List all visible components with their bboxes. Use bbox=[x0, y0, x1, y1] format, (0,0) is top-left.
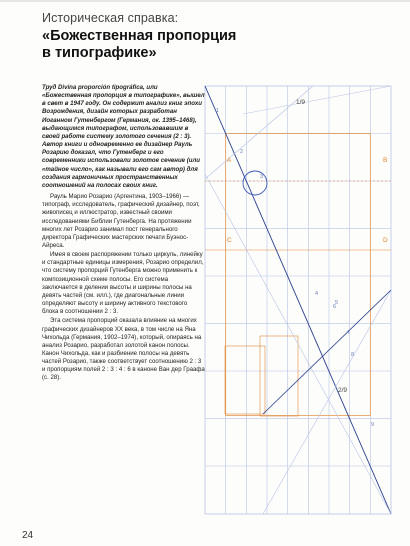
letter-a: A bbox=[227, 157, 232, 164]
text-column bbox=[42, 84, 205, 383]
diagram-svg bbox=[203, 84, 393, 516]
page-number: 24 bbox=[22, 530, 34, 541]
body-paragraph-3: Эта система пропорций оказала влияние на многих графических дизайнеров XX века, в том числе на Яна Чихольда (Германия, 1902–1974), который, опираясь на анализ Розарио, разработал золотой канон полосы. Канон Чихольда, как и разбиение полосы на девять частей Розарио, также соответствует соотношению 2 : 3 и пропорциям полей 2 : 3 : 4 : 6 в каноне Ван дер Граафа (с. 28). bbox=[42, 317, 205, 382]
letter-b: B bbox=[383, 157, 388, 164]
top-rule bbox=[0, 0, 410, 2]
body-paragraph-1: Рауль Марио Розарио (Аргентина, 1903–1966) — типограф, исследователь, графический дизайнер, поэт, живописец и иллюстратор, известный своими исследованиями Библии Гутенберга. На протяжении многих лет Розарио занимал пост генерального директора Графических мастерских печати Буэнос-Айреса. bbox=[42, 193, 200, 249]
letter-d: D bbox=[383, 237, 388, 244]
title-line-1: «Божественная пропорция bbox=[42, 28, 237, 44]
inner-block bbox=[225, 346, 265, 414]
letter-c: C bbox=[227, 237, 232, 244]
num-4: 4 bbox=[315, 291, 319, 297]
title-line-2: в типографике» bbox=[42, 45, 157, 61]
label-one-ninth: 1/9 bbox=[296, 99, 306, 106]
diagonal-dark-2 bbox=[263, 290, 391, 414]
main-diagonal bbox=[205, 86, 391, 514]
page-proportion-diagram bbox=[203, 84, 393, 516]
body-paragraph-2: Имея в своем распоряжении только циркуль, линейку и стандартные единицы измерения, Розарио определил, что систему пропорций Гутенберга можно применить к композиционной схеме полосы. Его система заключается в делении высоты и ширины полосы на девять частей (см. илл.), где диагональные линии определяют высоту и ширину активного текстового блока в соотношении 2 : 3. bbox=[42, 251, 204, 316]
header bbox=[42, 10, 242, 62]
section-kicker: Историческая справка: bbox=[42, 11, 179, 25]
num-1: 1 bbox=[216, 108, 220, 114]
label-two-ninths: 2/9 bbox=[338, 387, 348, 394]
diagonal-light-2 bbox=[205, 174, 391, 514]
num-2: 2 bbox=[240, 149, 244, 155]
num-6: 6 bbox=[333, 304, 337, 310]
num-9: 9 bbox=[371, 422, 375, 428]
section-title bbox=[42, 28, 242, 62]
diagonal-light-4 bbox=[243, 86, 391, 114]
compass-circle bbox=[243, 171, 267, 195]
num-3: 3 bbox=[260, 174, 264, 180]
num-8: 8 bbox=[351, 352, 355, 358]
num-5: 5 bbox=[335, 300, 339, 306]
num-7: 7 bbox=[347, 330, 351, 336]
intro-paragraph: Труд Divina proporción tipográfica, или «Божественная пропорция в типографике», вышел в свет в 1947 году. Он содержит анализ книг эпохи Возрождения, дизайн которых разработан Иоганном Гутенбергом (Германия, ок. 1395–1468), выдающимся типографом, использовавшим в своей работе систему золотого сечения (2 : 3). Автор книги и одновременно ее дизайнер Рауль Розарию доказал, что Гутенберг и его современники использовали золотое сечение (или «тайное число», как называли его сам автор) для создания гармоничных пространственных соотношений на полосах своих книг. bbox=[42, 84, 205, 189]
inner-block-right bbox=[260, 336, 298, 416]
